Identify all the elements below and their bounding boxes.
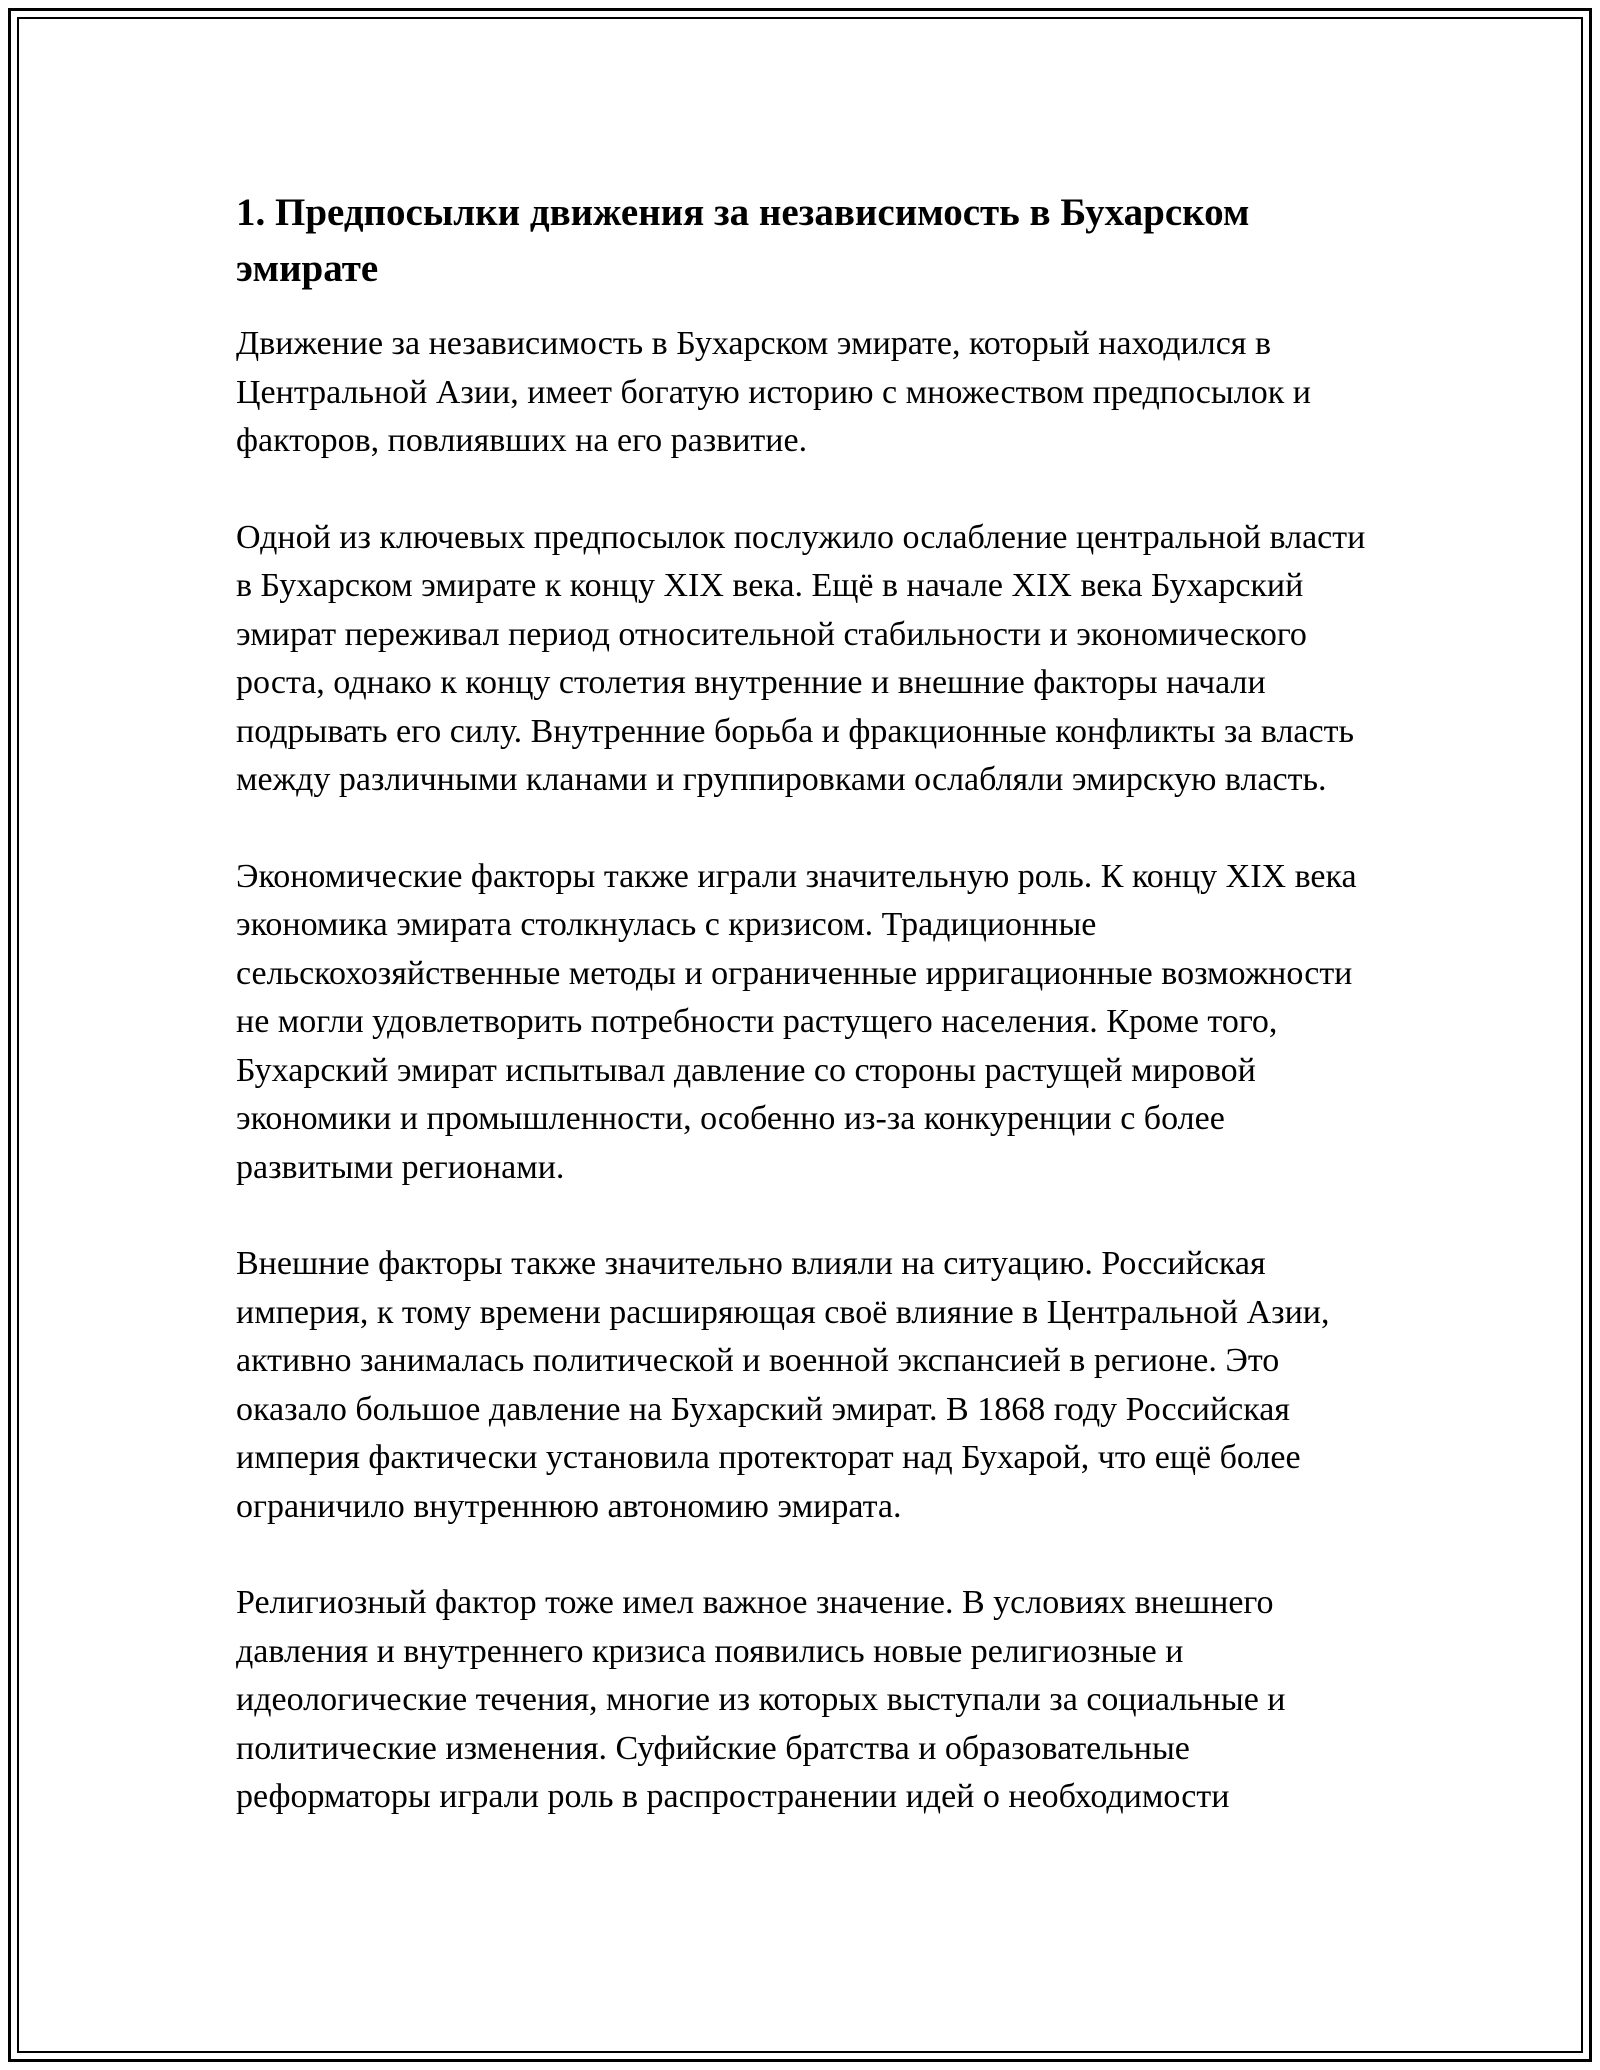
document-body bbox=[236, 185, 1386, 1870]
paragraph-external: Внешние факторы также значительно влияли на ситуацию. Российская империя, к тому времени расширяющая своё влияние в Центральной Азии, активно занималась политической и военной экспансией в регионе. Это оказало большое давление на Бухарский эмират. В 1868 году Российская империя фактически установила протекторат над Бухарой, что ещё более ограничило внутреннюю автономию эмирата. bbox=[236, 1245, 1330, 1525]
paragraph-intro: Движение за независимость в Бухарском эмирате, который находился в Центральной Азии, имеет богатую историю с множеством предпосылок и факторов, повлиявших на его развитие. bbox=[236, 325, 1311, 459]
section-heading: 1. Предпосылки движения за независимость в Бухарском эмирате bbox=[236, 191, 1250, 290]
paragraph-economic: Экономические факторы также играли значительную роль. К концу XIX века экономика эмирата столкнулась с кризисом. Традиционные сельскохозяйственные методы и ограниченные ирригационные возможности не могли удовлетворить потребности растущего населения. Кроме того, Бухарский эмират испытывал давление со стороны растущей мировой экономики и промышленности, особенно из-за конкуренции с более развитыми регионами. bbox=[236, 857, 1357, 1186]
paragraph-religious: Религиозный фактор тоже имел важное значение. В условиях внешнего давления и внутреннего кризиса появились новые религиозные и идеологические течения, многие из которых выступали за социальные и политические изменения. Суфийские братства и образовательные реформаторы играли роль в распространении идей о необходимости bbox=[236, 1584, 1286, 1815]
paragraph-political: Одной из ключевых предпосылок послужило ослабление центральной власти в Бухарском эмирате к концу XIX века. Ещё в начале XIX века Бухарский эмират переживал период относительной стабильности и экономического роста, однако к концу столетия внутренние и внешние факторы начали подрывать его силу. Внутренние борьба и фракционные конфликты за власть между различными кланами и группировками ослабляли эмирскую власть. bbox=[236, 518, 1366, 798]
